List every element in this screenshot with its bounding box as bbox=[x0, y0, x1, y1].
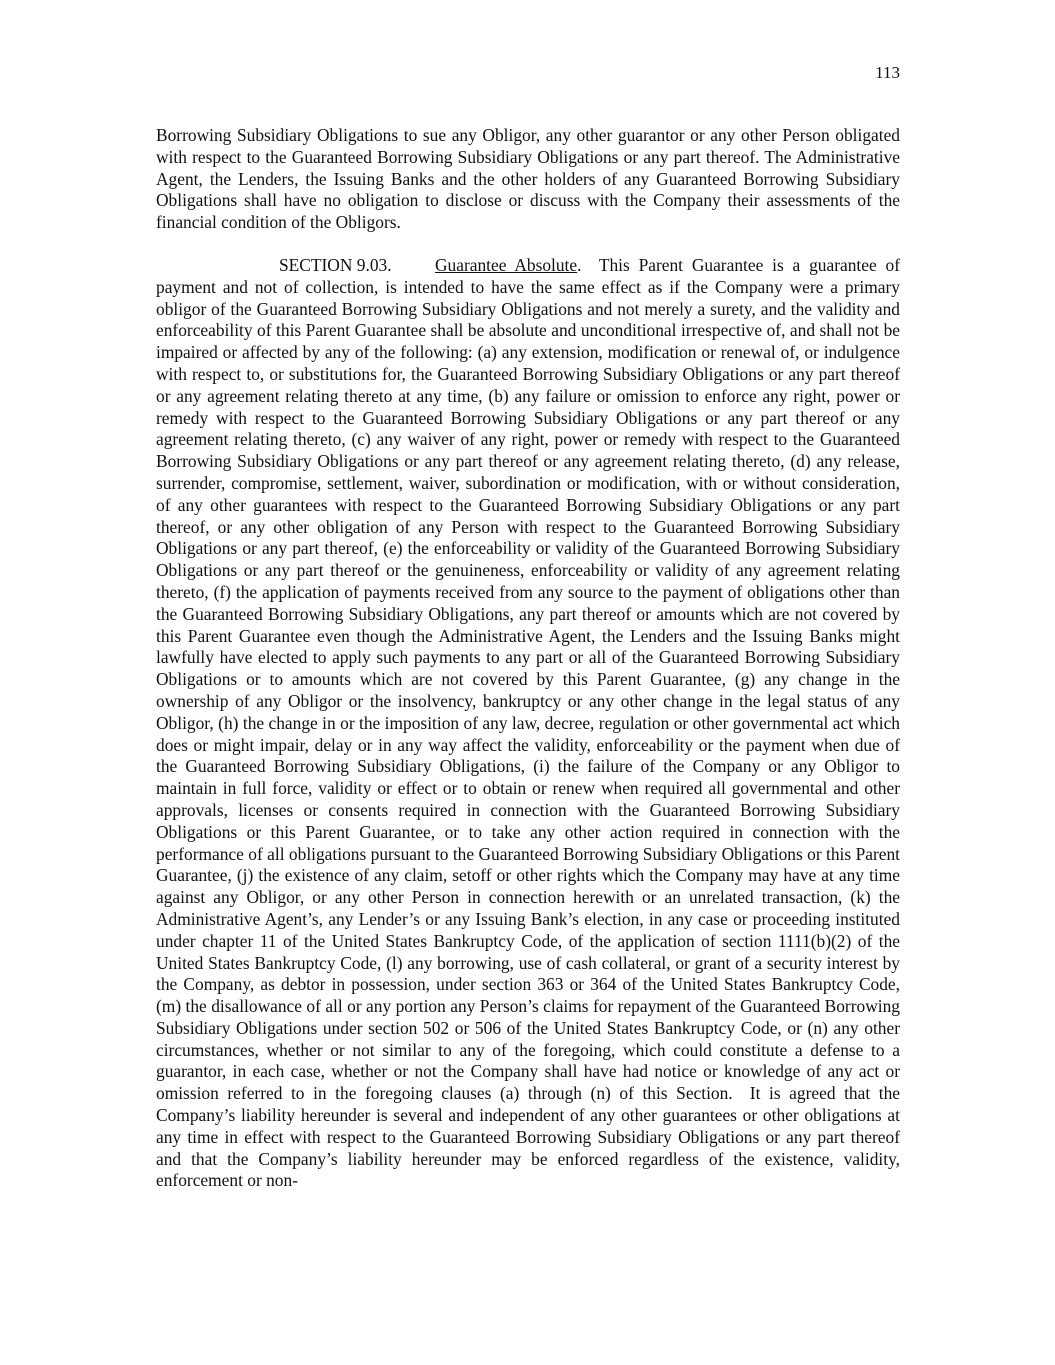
section-heading: Guarantee Absolute bbox=[435, 255, 578, 275]
section-heading-punct: . bbox=[577, 255, 582, 275]
section-body: This Parent Guarantee is a guarantee of payment and not of collection, is intended to have the same effect as if the Company were a primary obligor of the Guaranteed Borrowing Subsidiary Obligations and not merely a surety, and the validity and enforceability of this Parent Guarantee shall be absolute and unconditional irrespective of, and shall not be impaired or affected by any of the following: (a) any extension, modification or renewal of, or indulgence with respect to, or substitutions for, the Guaranteed Borrowing Subsidiary Obligations or any part thereof or any agreement relating thereto at any time, (b) any failure or omission to enforce any right, power or remedy with respect to the Guaranteed Borrowing Subsidiary Obligations or any part thereof or any agreement relating thereto, (c) any waiver of any right, power or remedy with respect to the Guaranteed Borrowing Subsidiary Obligations or any part thereof or any agreement relating thereto, (d) any release, surrender, compromise, settlement, waiver, subordination or modification, with or without consideration, of any other guarantees with respect to the Guaranteed Borrowing Subsidiary Obligations or any part thereof, or any other obligation of any Person with respect to the Guaranteed Borrowing Subsidiary Obligations or any part thereof, (e) the enforceability or validity of the Guaranteed Borrowing Subsidiary Obligations or any part thereof or the genuineness, enforceability or validity of any agreement relating thereto, (f) the application of payments received from any source to the payment of obligations other than the Guaranteed Borrowing Subsidiary Obligations, any part thereof or amounts which are not covered by this Parent Guarantee even though the Administrative Agent, the Lenders and the Issuing Banks might lawfully have elected to apply such payments to any part or all of the Guaranteed Borrowing Subsidiary Obligations or to amounts which are not covered by this Parent Guarantee, (g) any change in the ownership of any Obligor or the insolvency, bankruptcy or any other change in the legal status of any Obligor, (h) the change in or the imposition of any law, decree, regulation or other governmental act which does or might impair, delay or in any way affect the validity, enforceability or the payment when due of the Guaranteed Borrowing Subsidiary Obligations, (i) the failure of the Company or any Obligor to maintain in full force, validity or effect or to obtain or renew when required all governmental and other approvals, licenses or consents required in connection with the Guaranteed Borrowing Subsidiary Obligations or this Parent Guarantee, or to take any other action required in connection with the performance of all obligations pursuant to the Guaranteed Borrowing Subsidiary Obligations or this Parent Guarantee, (j) the existence of any claim, setoff or other rights which the Company may have at any time against any Obligor, or any other Person in connection herewith or an unrelated transaction, (k) the Administrative Agent’s, any Lender’s or any Issuing Bank’s election, in any case or proceeding instituted under chapter 11 of the United States Bankruptcy Code, of the application of section 1111(b)(2) of the United States Bankruptcy Code, (l) any borrowing, use of cash collateral, or grant of a security interest by the Company, as debtor in possession, under section 363 or 364 of the United States Bankruptcy Code, (m) the disallowance of all or any portion any Person’s claims for repayment of the Guaranteed Borrowing Subsidiary Obligations under section 502 or 506 of the United States Bankruptcy Code, or (n) any other circumstances, whether or not similar to any of the foregoing, which could constitute a defense to a guarantor, in each case, whether or not the Company shall have had notice or knowledge of any act or omission referred to in the foregoing clauses (a) through (n) of this Section. It is agreed that the Company’s liability hereunder is several and independent of any other guarantees or other obligations at any time in effect with respect to the Guaranteed Borrowing Subsidiary Obligations or any part thereof and that the Company’s liability hereunder may be enforced regardless of the existence, validity, enforcement or non- bbox=[156, 255, 905, 1191]
paragraph-text: Borrowing Subsidiary Obligations to sue any Obligor, any other guarantor or any other Person obligated with respect to the Guaranteed Borrowing Subsidiary Obligations or any part thereof. The Administrative Agent, the Lenders, the Issuing Banks and the other holders of any Guaranteed Borrowing Subsidiary Obligations shall have no obligation to disclose or discuss with the Company their assessments of the financial condition of the Obligors. bbox=[156, 125, 900, 233]
section-number: SECTION 9.03. bbox=[279, 255, 392, 275]
paragraph-continuation bbox=[156, 125, 900, 234]
page-number: 113 bbox=[875, 63, 900, 82]
section-paragraph bbox=[156, 255, 905, 1192]
section-9-03 bbox=[156, 255, 905, 1192]
